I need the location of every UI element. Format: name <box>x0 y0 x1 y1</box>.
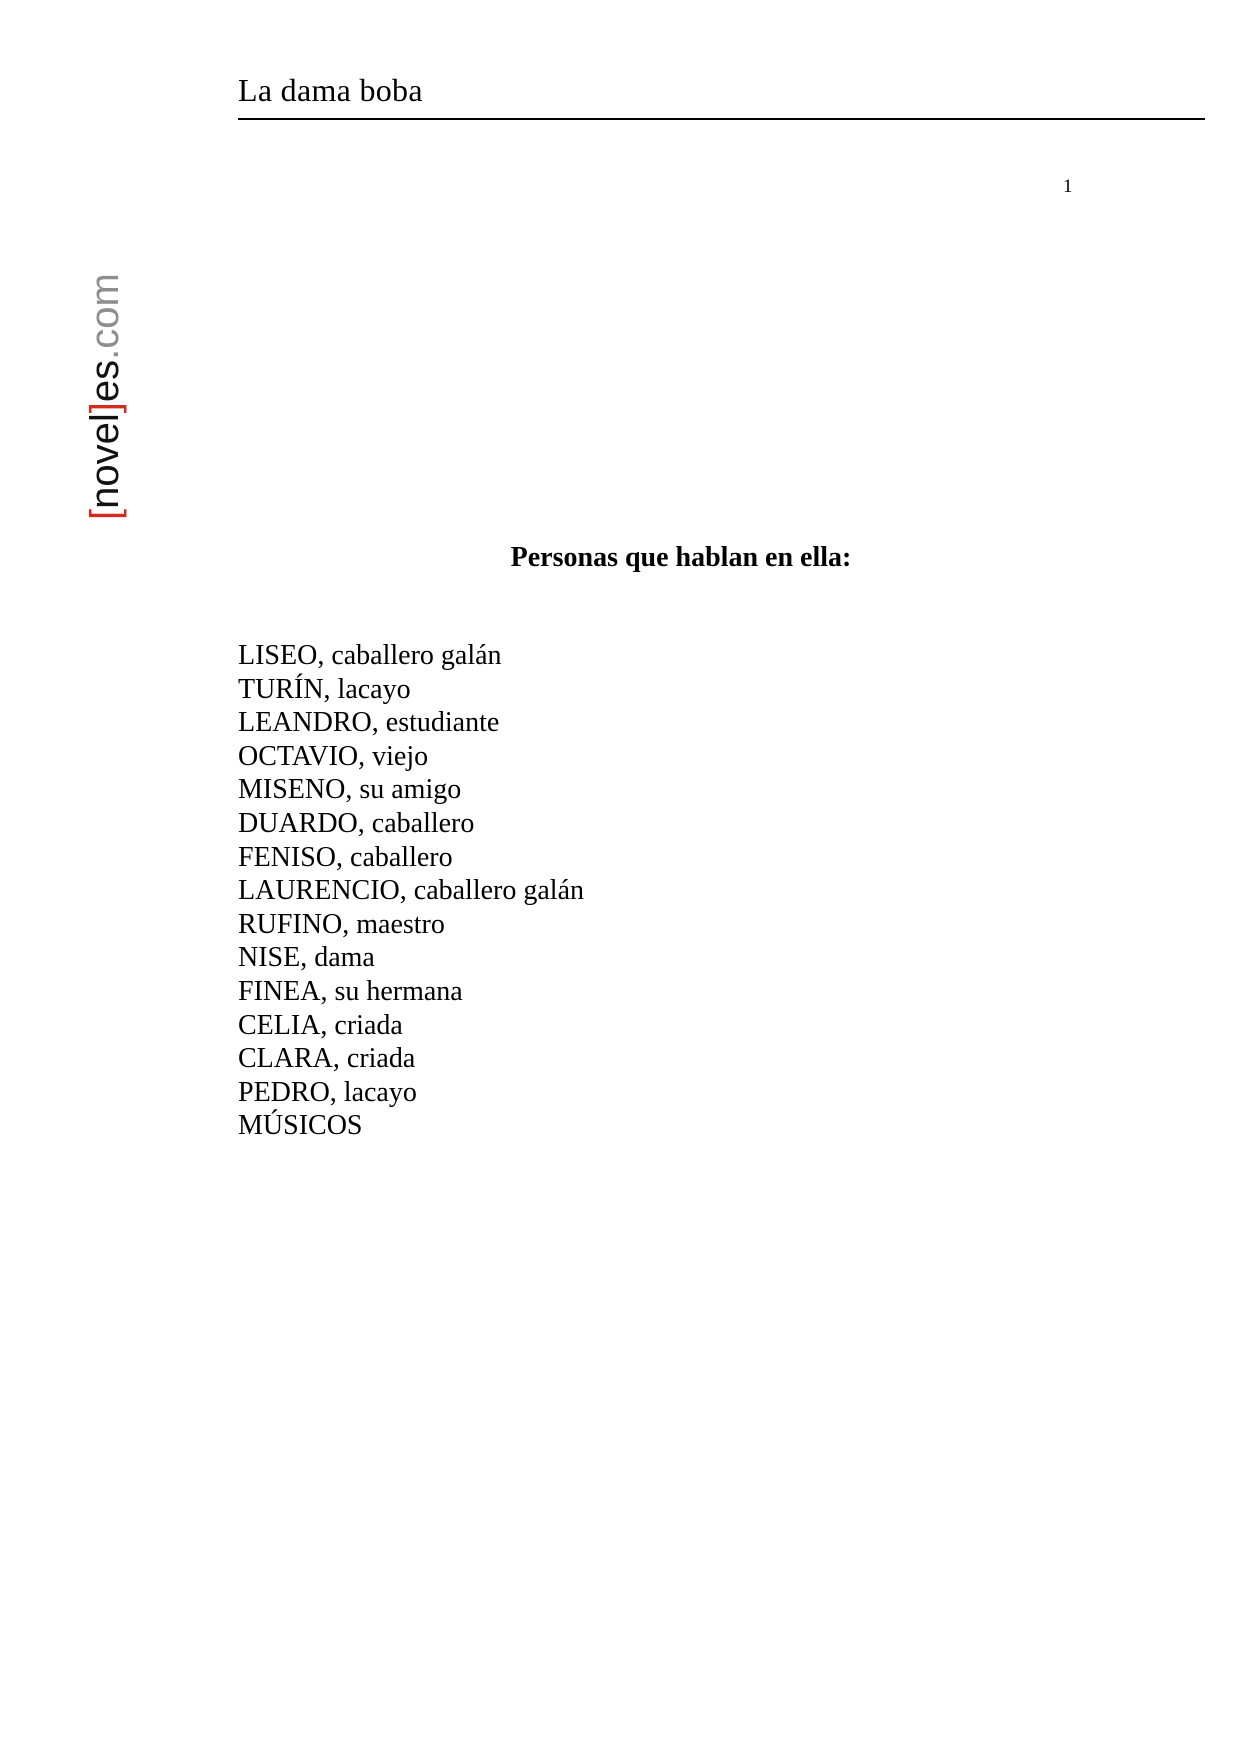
cast-item: LEANDRO, estudiante <box>238 707 500 739</box>
cast-item: MISENO, su amigo <box>238 774 462 806</box>
cast-item: TURÍN, lacayo <box>238 673 411 705</box>
logo-close-bracket: ] <box>83 402 127 414</box>
cast-item: LAURENCIO, caballero galán <box>238 875 584 907</box>
logo-open-bracket: [ <box>83 508 127 520</box>
cast-item: RUFINO, maestro <box>238 908 445 940</box>
running-header-title: La dama boba <box>238 72 423 108</box>
cast-item: MÚSICOS <box>238 1110 363 1142</box>
cast-item: PEDRO, lacayo <box>238 1076 417 1108</box>
header-rule <box>238 118 1205 120</box>
logo-word: novel <box>83 413 127 509</box>
cast-item: LISEO, caballero galán <box>238 640 502 671</box>
cast-item: FENISO, caballero <box>238 841 453 873</box>
cast-item: FINEA, su hermana <box>238 975 463 1007</box>
cast-item: CLARA, criada <box>238 1043 416 1075</box>
cast-item: OCTAVIO, viejo <box>238 740 429 772</box>
page-number: 1 <box>1063 176 1073 197</box>
logo-suffix: es <box>83 359 127 403</box>
cast-item: NISE, dama <box>238 942 375 974</box>
novelles-logo <box>75 220 135 520</box>
cast-item: DUARDO, caballero <box>238 807 475 839</box>
logo-domain: .com <box>83 273 127 360</box>
cast-list <box>238 639 584 1143</box>
section-heading: Personas que hablan en ella: <box>510 542 852 573</box>
cast-item: CELIA, criada <box>238 1009 403 1041</box>
